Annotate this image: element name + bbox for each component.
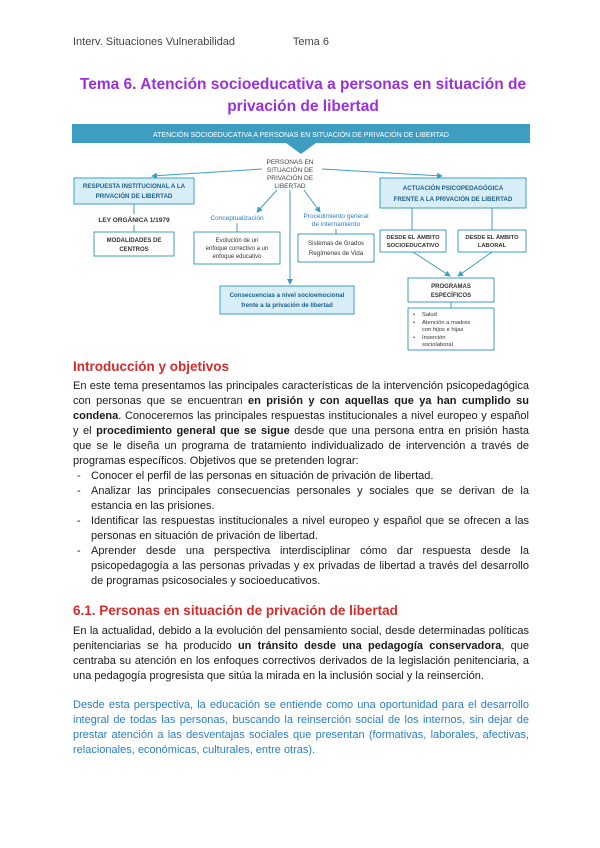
programa-insercion-2: sociolaboral (422, 342, 453, 348)
concept-label: Conceptualización (210, 215, 264, 222)
left-box-line-1: RESPUESTA INSTITUCIONAL A LA (82, 183, 186, 190)
center-line-1: PERSONAS EN (266, 159, 314, 166)
page-header (73, 36, 384, 48)
evolucion-line-1: Evolución de un (215, 238, 259, 244)
consecuencias-line-1: Consecuencias a nivel socioemocional (229, 292, 345, 299)
consecuencias-line-2: frente a la privación de libertad (241, 302, 333, 309)
center-line-2: SITUACIÓN DE (266, 167, 314, 174)
programa-salud: Salud (422, 312, 437, 318)
programa-madres-2: con hijos e hijas (422, 327, 464, 333)
procedimiento-line-2: de internamiento (311, 221, 361, 228)
svg-text:•: • (413, 320, 416, 326)
intro-text-c: . Conoceremos las principales respuestas institucionales a nivel europeo y español y el (73, 410, 529, 437)
intro-text-a: En este tema presentamos las principales características de la intervención psicopedagógica con personas que se encuentran (73, 380, 529, 407)
procedimiento-line-1: Procedimiento general (303, 213, 369, 220)
diagram-right-box (380, 178, 526, 208)
evolucion-line-3: enfoque educativo (212, 254, 262, 260)
objective-item: - Aprender desde una perspectiva interdisciplinar cómo dar respuesta desde la psicopedagogía a las personas privadas y ex privadas de libertad a través del desarrollo de programas psicosociales y socioeducativos. (73, 544, 529, 589)
sistemas-line-2: Regímenes de Vida (308, 250, 364, 257)
s2-bold: un tránsito desde una pedagogía conservadora (237, 640, 502, 652)
center-line-3: PRIVACIÓN DE (266, 175, 314, 182)
svg-text:•: • (413, 335, 416, 341)
modalidades-line-1: MODALIDADES DE (106, 238, 162, 244)
diagram-banner-text: ATENCIÓN SOCIOEDUCATIVA A PERSONAS EN SITUACIÓN DE PRIVACIÓN DE LIBERTAD (152, 132, 450, 139)
s2-text-a: En la actualidad, debido a la evolución del pensamiento social, desde determinadas políticas penitenciarias se ha producido (73, 625, 529, 652)
svg-text:•: • (413, 312, 416, 318)
sistemas-line-1: Sistemas de Grados (307, 240, 365, 247)
consecuencias-box (220, 286, 354, 314)
programas-line-2: ESPECÍFICOS (430, 293, 472, 299)
diagram-left-box (74, 178, 194, 204)
left-box-line-2: PRIVACIÓN DE LIBERTAD (95, 193, 173, 200)
section2-paragraph-1 (73, 624, 529, 684)
objective-item: - Conocer el perfil de las personas en situación de privación de libertad. (73, 469, 529, 484)
s2-text-c: , que centraba su atención en los enfoques correctivos derivados de la legislación penitenciaria, a una pedagogía progresista que sitúa la mirada en la inclusión social y la reinserción. (73, 640, 529, 682)
objective-item: - Analizar las principales consecuencias personales y sociales que se derivan de la estancia en las prisiones. (73, 484, 529, 514)
section-heading-intro: Introducción y objetivos (73, 359, 230, 374)
intro-text-e: desde que una persona entra en prisión hasta que se le diseña un programa de tratamiento individualizado de intervención a través de programas específicos. Objetivos que se pretenden lograr: (73, 425, 529, 467)
intro-bold-procedure: procedimiento general que se sigue (96, 425, 290, 437)
header-topic: Tema 6 (292, 36, 329, 48)
objectives-list (73, 469, 529, 589)
programa-madres-1: Atención a madres (422, 320, 471, 326)
ambito-laboral-line-1: DESDE EL ÁMBITO (465, 235, 519, 241)
programa-insercion-1: Inserción (422, 335, 446, 341)
evolucion-line-2: enfoque correctivo a un (205, 246, 269, 252)
programas-line-1: PROGRAMAS (431, 284, 471, 290)
intro-bold-prison: en prisión y con aquellas que ya han cumplido su condena (73, 395, 529, 422)
right-box-line-1: ACTUACIÓN PSICOPEDAGÓGICA (402, 185, 504, 192)
page-title: Tema 6. Atención socioeducativa a personas en situación de privación de libertad (79, 76, 527, 115)
objective-item: - Identificar las respuestas institucionales a nivel europeo y español que se ofrecen a las personas en situación de privación de libertad. (73, 514, 529, 544)
concept-diagram (72, 124, 530, 352)
diagram-center-node (267, 159, 314, 190)
section-heading-6-1: 6.1. Personas en situación de privación de libertad (73, 603, 398, 618)
ley-label: LEY ORGÁNICA 1/1979 (98, 217, 170, 224)
section2-paragraph-2: Desde esta perspectiva, la educación se entiende como una oportunidad para el desarrollo integral de todas las personas, buscando la reinserción social de los internos, sin dejar de prestar atención a las desventajas sociales que presentan (formativas, laborales, afectivas, relacionales, económicas, culturales, entre otras). (73, 699, 529, 756)
modalidades-line-2: CENTROS (119, 247, 149, 253)
ambito-socio-line-2: SOCIOEDUCATIVO (386, 243, 440, 249)
ambito-laboral-line-2: LABORAL (477, 243, 507, 249)
ambito-socio-line-1: DESDE EL ÁMBITO (386, 235, 440, 241)
center-line-4: LIBERTAD (274, 183, 306, 190)
header-subject: Interv. Situaciones Vulnerabilidad (73, 36, 236, 48)
sistemas-box (298, 234, 374, 262)
right-box-line-2: FRENTE A LA PRIVACIÓN DE LIBERTAD (393, 196, 513, 203)
intro-paragraph (73, 379, 529, 469)
